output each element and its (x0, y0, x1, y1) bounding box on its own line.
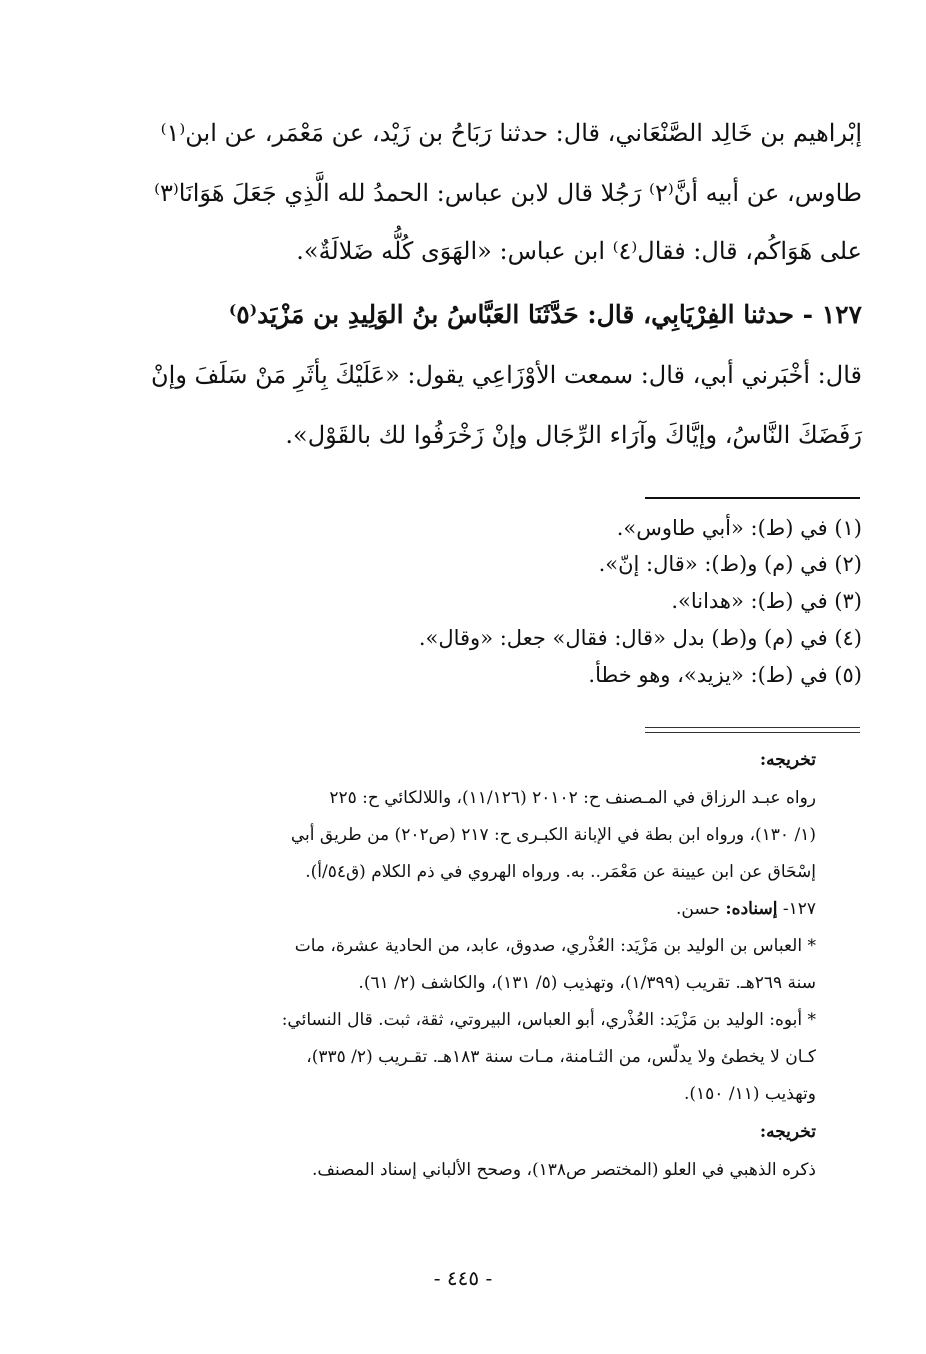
isnad-line-3: * أبوه: الوليد بن مَزْيَد: العُذْري، أبو العباس، البيروتي، ثقة، ثبت. قال النسائي: (281, 1010, 816, 1030)
main-text-line-5: قال: أخْبَرني أبي، قال: سمعت الأوْزَاعِي يقول: «عَلَيْكَ بِأثَرِ مَنْ سَلَفَ وإنْ (151, 361, 862, 389)
isnad-number: ١٢٧- (777, 899, 816, 919)
footnote-2: (٢) في (م) و(ط): «قال: إنّ». (598, 552, 862, 576)
footnote-5: (٥) في (ط): «يزيد»، وهو خطأ. (588, 663, 862, 687)
footnote-3: (٣) في (ط): «هدانا». (671, 589, 862, 613)
main-text-line-3: على هَوَاكُم، قال: فقال⁽٤⁾ ابن عباس: «الهَوَى كُلُّه ضَلالَةٌ». (296, 237, 862, 265)
isnad-label: إسناده: (725, 899, 778, 919)
takhrij-heading-2: تخريجه: (759, 1122, 816, 1142)
takhrij1-line-2: (١/ ١٣٠)، ورواه ابن بطة في الإبانة الكبـرى ح: ٢١٧ (ص٢٠٢) من طريق أبي (290, 825, 816, 845)
page-number: - ٤٤٥ - (433, 1266, 493, 1290)
isnad-grade: حسن. (675, 899, 726, 919)
takhrij1-line-3: إسْحَاق عن ابن عيينة عن مَعْمَر.. به. ورواه الهروي في ذم الكلام (ق٥٤/أ). (305, 862, 816, 882)
takhrij2-line-1: ذكره الذهبي في العلو (المختصر ص١٣٨)، وصحح الألباني إسناد المصنف. (311, 1160, 816, 1180)
isnad-line-1: * العباس بن الوليد بن مَزْيَد: العُذْري، صدوق، عابد، من الحادية عشرة، مات (294, 936, 816, 956)
main-text-line-1: إبْراهيم بن خَالِد الصَّنْعَاني، قال: حدثنا رَبَاحُ بن زَيْد، عن مَعْمَر، عن ابن⁽١⁾ (160, 119, 862, 147)
footnote-1: (١) في (ط): «أبي طاوس». (616, 516, 862, 540)
isnad-heading (676, 897, 816, 921)
section-divider-top (645, 727, 860, 728)
hadith-127-heading-line: ١٢٧ - حدثنا الفِرْيَابِي، قال: حَدَّثَنَا العَبَّاسُ بنُ الوَلِيدِ بن مَزْيَد⁽٥⁾ (228, 300, 862, 329)
takhrij1-line-1: رواه عبـد الرزاق في المـصنف ح: ٢٠١٠٢ (١١/١٢٦)، واللالكائي ح: ٢٢٥ (329, 788, 816, 808)
footnote-4: (٤) في (م) و(ط) بدل «قال: فقال» جعل: «وقال». (418, 626, 862, 650)
isnad-line-4: كـان لا يخطئ ولا يدلّس، من الثـامنة، مـات سنة ١٨٣هـ. تقـريب (٢/ ٣٣٥)، (306, 1047, 816, 1067)
main-text-line-6: رَفَضَكَ النَّاسُ، وإيَّاكَ وآرَاء الرِّجَال وإنْ زَخْرَفُوا لك بالقَوْل». (285, 421, 862, 449)
isnad-line-2: سنة ٢٦٩هـ. تقريب (١/٣٩٩)، وتهذيب (٥/ ١٣١)، والكاشف (٢/ ٦١). (358, 973, 816, 993)
isnad-line-5: وتهذيب (١١/ ١٥٠). (683, 1084, 816, 1104)
section-divider-bottom (645, 732, 860, 733)
footnote-separator (645, 497, 860, 499)
main-text-line-2: طاوس، عن أبيه أنَّ⁽٢⁾ رَجُلا قال لابن عباس: الحمدُ لله الَّذِي جَعَلَ هَوَانَا⁽٣⁾ (154, 179, 862, 207)
takhrij-heading-1: تخريجه: (759, 750, 816, 770)
